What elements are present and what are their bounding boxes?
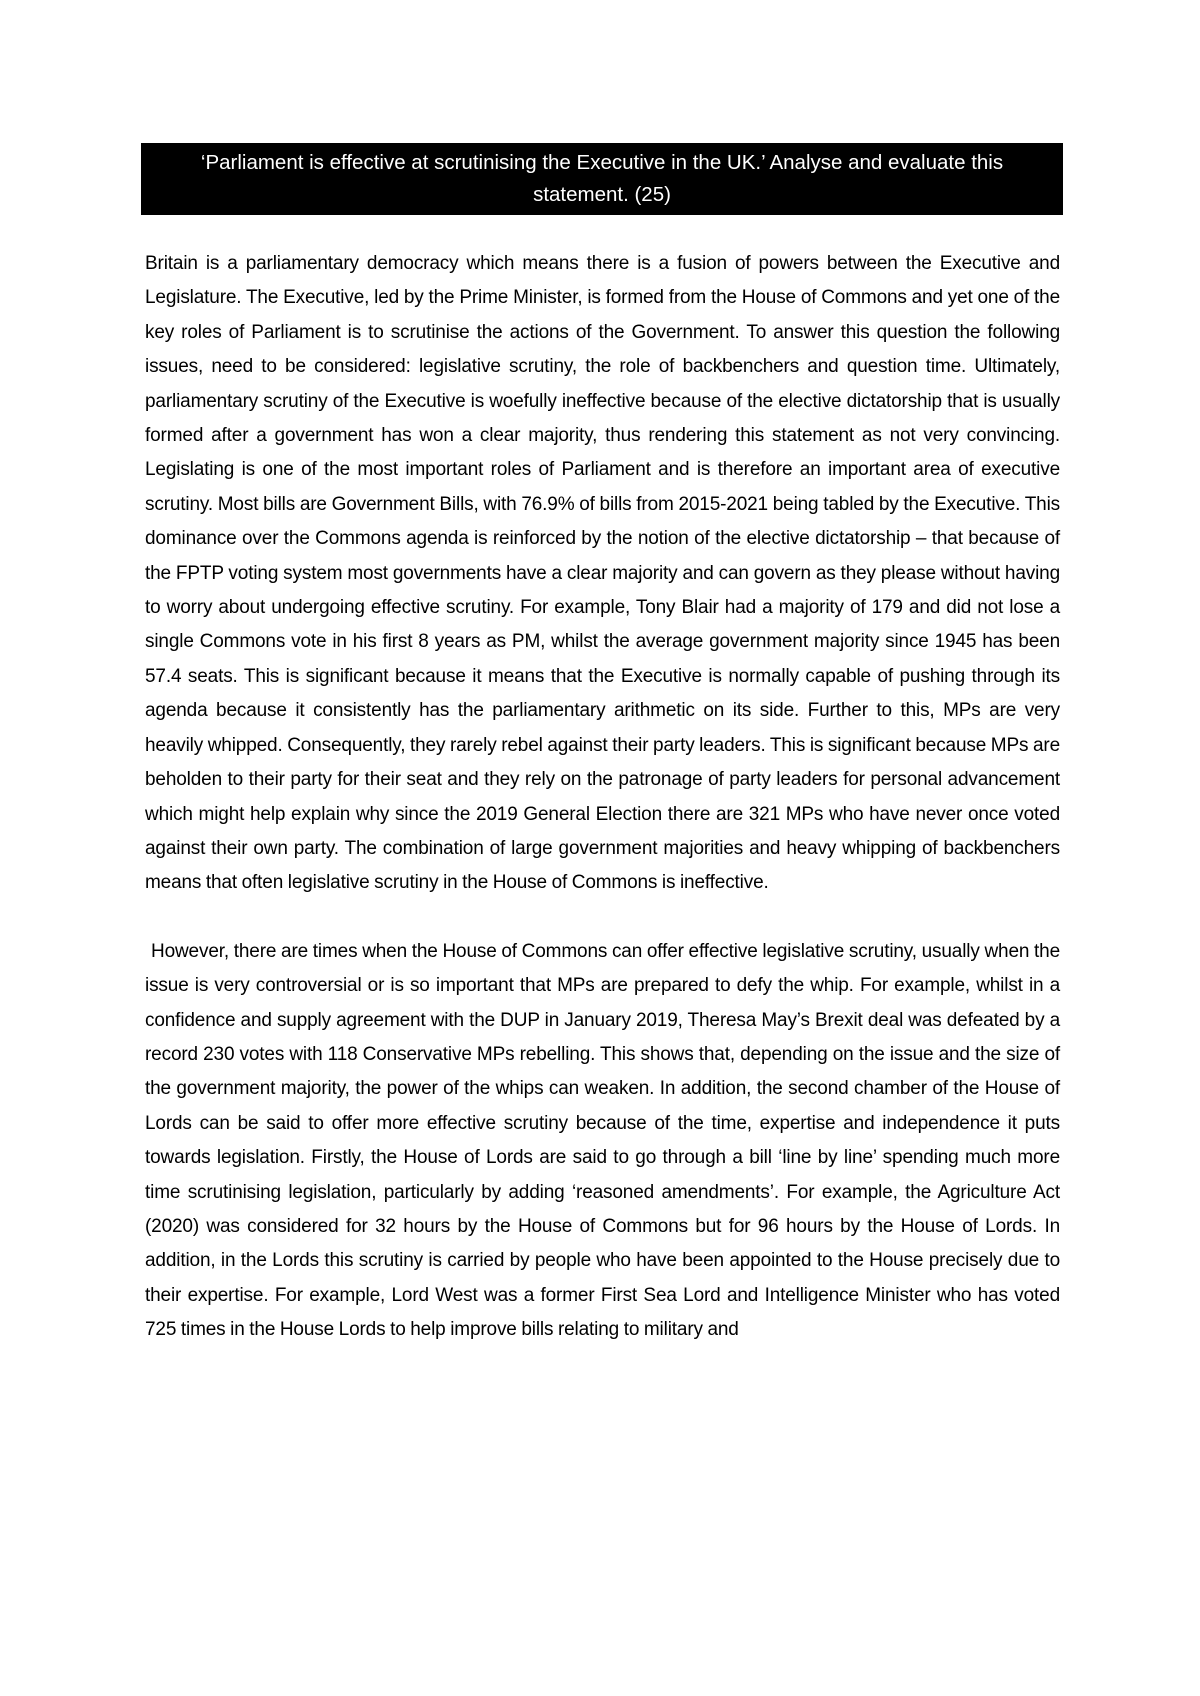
essay-paragraph-2: However, there are times when the House of Commons can offer effective legislative scrutiny, usually when the issue is very controversial or is so important that MPs are prepared to defy the whip. For example, whilst in a confidence and supply agreement with the DUP in January 2019, Theresa May’s Brexit deal was defeated by a record 230 votes with 118 Conservative MPs rebelling. This shows that, depending on the issue and the size of the government majority, the power of the whips can weaken. In addition, the second chamber of the House of Lords can be said to offer more effective scrutiny because of the time, expertise and independence it puts towards legislation. Firstly, the House of Lords are said to go through a bill ‘line by line’ spending much more time scrutinising legislation, particularly by adding ‘reasoned amendments’. For example, the Agriculture Act (2020) was considered for 32 hours by the House of Commons but for 96 hours by the House of Lords. In addition, in the Lords this scrutiny is carried by people who have been appointed to the House precisely due to their expertise. For example, Lord West was a former First Sea Lord and Intelligence Minister who has voted 725 times in the House Lords to help improve bills relating to military and [145, 940, 1060, 1341]
essay-paragraph-1: Britain is a parliamentary democracy which means there is a fusion of powers between the Executive and Legislature. The Executive, led by the Prime Minister, is formed from the House of Commons and yet one of the key roles of Parliament is to scrutinise the actions of the Government. To answer this question the following issues, need to be considered: legislative scrutiny, the role of backbenchers and question time. Ultimately, parliamentary scrutiny of the Executive is woefully ineffective because of the elective dictatorship that is usually formed after a government has won a clear majority, thus rendering this statement as not very convincing. Legislating is one of the most important roles of Parliament and is therefore an important area of executive scrutiny. Most bills are Government Bills, with 76.9% of bills from 2015-2021 being tabled by the Executive. This dominance over the Commons agenda is reinforced by the notion of the elective dictatorship – that because of the FPTP voting system most governments have a clear majority and can govern as they please without having to worry about undergoing effective scrutiny. For example, Tony Blair had a majority of 179 and did not lose a single Commons vote in his first 8 years as PM, whilst the average government majority since 1945 has been 57.4 seats. This is significant because it means that the Executive is normally capable of pushing through its agenda because it consistently has the parliamentary arithmetic on its side. Further to this, MPs are very heavily whipped. Consequently, they rarely rebel against their party leaders. This is significant because MPs are beholden to their party for their seat and they rely on the patronage of party leaders for personal advancement which might help explain why since the 2019 General Election there are 321 MPs who have never once voted against their own party. The combination of large government majorities and heavy whipping of backbenchers means that often legislative scrutiny in the House of Commons is ineffective. [145, 253, 1060, 894]
question-heading [141, 143, 1063, 215]
essay-body [145, 247, 1060, 1348]
question-text: ‘Parliament is effective at scrutinising the Executive in the UK.’ Analyse and evaluate this statement. (25) [200, 151, 1004, 206]
